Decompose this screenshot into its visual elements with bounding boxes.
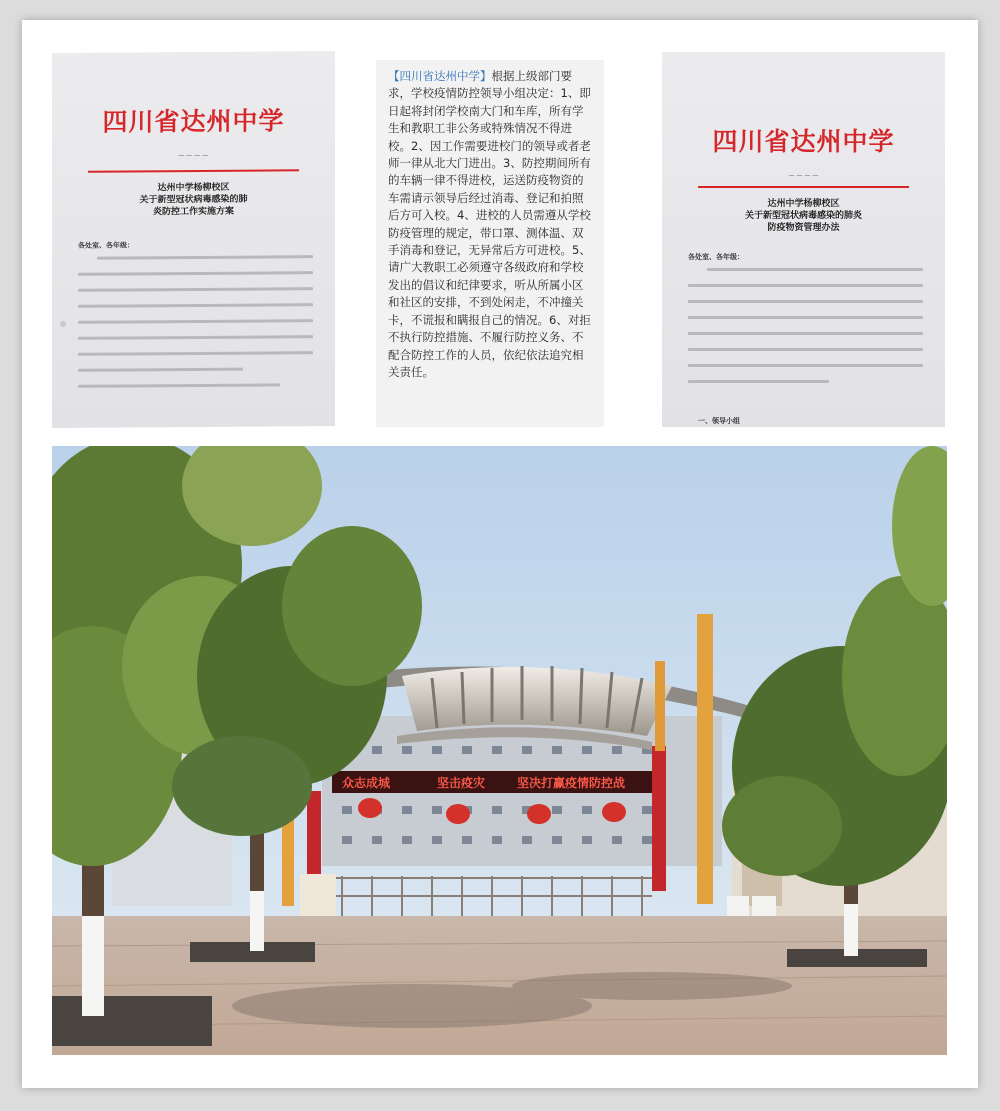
led-banner bbox=[332, 771, 652, 793]
document-number: — — — — bbox=[178, 151, 209, 160]
banner-segment: 坚击疫灾 bbox=[437, 776, 486, 790]
banner-segment: 坚决打赢疫情防控战 bbox=[517, 776, 626, 790]
document-body-text bbox=[78, 255, 313, 401]
document-header: 四川省达州中学 bbox=[712, 127, 895, 156]
banner-segment: 众志成城 bbox=[342, 776, 391, 790]
subject-line: 达州中学杨柳校区 bbox=[157, 182, 230, 194]
document-subject bbox=[702, 198, 905, 234]
document-salutation: 各处室、各年级： bbox=[78, 241, 134, 250]
subject-line: 炎防控工作实施方案 bbox=[152, 206, 234, 218]
document-photo-right bbox=[662, 52, 945, 427]
subject-line: 防疫物资管理办法 bbox=[767, 223, 840, 233]
school-gate-photo bbox=[52, 446, 947, 1055]
school-gate-scene bbox=[52, 446, 947, 1055]
document-header: 四川省达州中学 bbox=[102, 106, 285, 137]
tree-planter bbox=[52, 996, 212, 1046]
document-body-text bbox=[688, 268, 923, 396]
document-photo-left bbox=[52, 51, 335, 428]
subject-line: 关于新型冠状病毒感染的肺炎 bbox=[744, 211, 862, 221]
document-section-heading: 一、领导小组 bbox=[698, 417, 740, 425]
document-subject bbox=[92, 181, 295, 218]
subject-line: 关于新型冠状病毒感染的肺 bbox=[139, 194, 248, 206]
notice-screenshot bbox=[376, 60, 604, 427]
document-number: — — — — bbox=[788, 172, 819, 179]
subject-line: 达州中学杨柳校区 bbox=[767, 199, 840, 209]
notice-body: 根据上级部门要求，学校疫情防控领导小组决定：1、即日起将封闭学校南大门和车库，所有学生和教职工非公务或特殊情况不得进校。2、因工作需要进校门的领导或者老师一律从北大门进出。3、防控期间所有的车辆一律不得进校，运送防疫物资的车需请示领导后经过消毒、登记和拍照后方可入校。4、进校的人员需遵从学校防疫管理的规定，带口罩、测体温、双手消毒和登记，无异常后方可进校。5、请广大教职工必须遵守各级政府和学校发出的倡议和纪律要求，听从所属小区和社区的安排，不到处闲走，不冲撞关卡，不谎报和瞒报自己的情况。6、对拒不执行防控措施、不履行防控义务、不配合防控工作的人员，依纪依法追究相关责任。 bbox=[388, 69, 591, 379]
document-salutation: 各处室、各年级： bbox=[688, 253, 744, 261]
binder-hole bbox=[60, 321, 66, 327]
red-rule-divider bbox=[88, 169, 299, 172]
notice-tag: 【四川省达州中学】 bbox=[388, 69, 492, 83]
notice-text bbox=[376, 60, 604, 381]
red-rule-divider bbox=[698, 186, 909, 188]
notice-board bbox=[300, 874, 336, 916]
